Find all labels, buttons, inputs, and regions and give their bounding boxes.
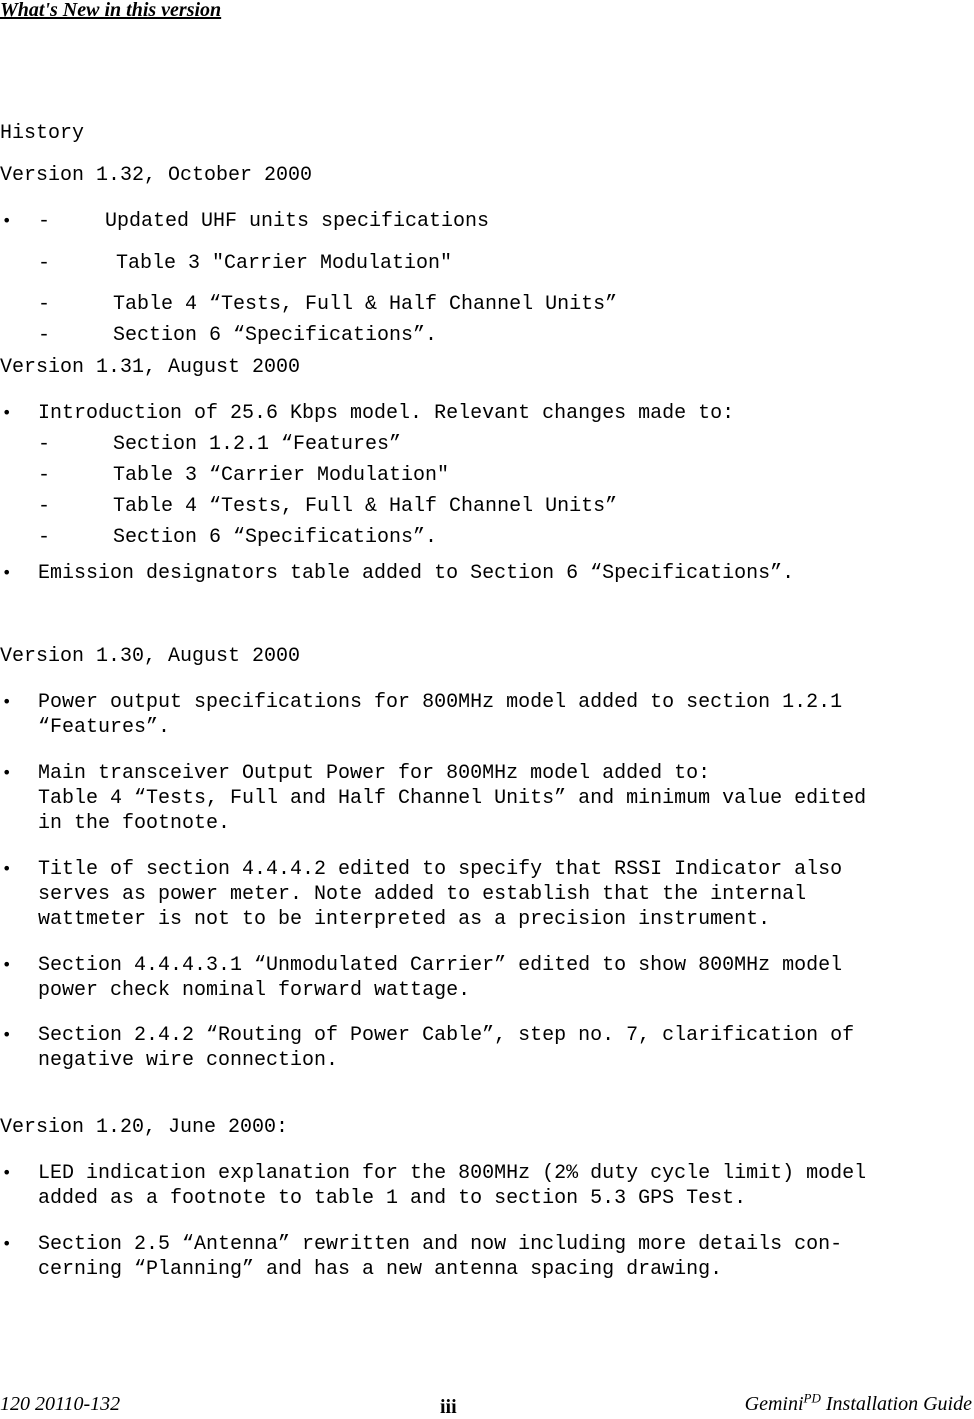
bullet-icon: • [2, 563, 12, 582]
v132-sub-1: Table 3 "Carrier Modulation" [116, 252, 453, 275]
v131-bullet-1: Introduction of 25.6 Kbps model. Relevant changes made to: [38, 402, 735, 425]
v130-b2-l2: Table 4 “Tests, Full and Half Channel Units” and minimum value edited [38, 787, 867, 810]
v131-bullet-2: Emission designators table added to Section 6 “Specifications”. [38, 562, 795, 585]
bullet-icon: • [2, 1234, 12, 1253]
v131-sub-3: Table 4 “Tests, Full & Half Channel Units” [113, 495, 618, 518]
v131-sub-4: Section 6 “Specifications”. [113, 526, 438, 549]
dash-marker: - [38, 464, 51, 487]
bullet-icon: • [2, 763, 12, 782]
v130-b4-l1: Section 4.4.4.3.1 “Unmodulated Carrier” edited to show 800MHz model [38, 954, 843, 977]
dash-marker: - [38, 293, 51, 316]
v130-b4-l2: power check nominal forward wattage. [38, 979, 471, 1002]
dash-marker: - [38, 210, 51, 233]
footer-product-sup: PD [803, 1390, 821, 1406]
dash-marker: - [38, 495, 51, 518]
v130-b1-l2: “Features”. [38, 716, 171, 739]
dash-marker: - [38, 433, 51, 456]
v132-bullet-1: Updated UHF units specifications [105, 210, 490, 233]
page-header-title: What's New in this version [0, 0, 222, 21]
v120-b1-l1: LED indication explanation for the 800MHz (2% duty cycle limit) model [38, 1162, 867, 1185]
bullet-icon: • [2, 1163, 12, 1182]
dash-marker: - [38, 324, 51, 347]
footer-doc-number: 120 20110-132 [0, 1393, 121, 1415]
footer-page-number: iii [440, 1396, 457, 1418]
dash-marker: - [38, 526, 51, 549]
v132-sub-2: Table 4 “Tests, Full & Half Channel Units” [113, 293, 618, 316]
v120-b2-l1: Section 2.5 “Antenna” rewritten and now including more details con- [38, 1233, 843, 1256]
footer-guide-label: Installation Guide [820, 1393, 972, 1415]
version-1-20-heading: Version 1.20, June 2000: [0, 1116, 289, 1139]
bullet-icon: • [2, 403, 12, 422]
v130-b2-l3: in the footnote. [38, 812, 231, 835]
bullet-icon: • [2, 692, 12, 711]
v130-b3-l2: serves as power meter. Note added to establish that the internal [38, 883, 807, 906]
v131-sub-2: Table 3 “Carrier Modulation" [113, 464, 450, 487]
version-1-30-heading: Version 1.30, August 2000 [0, 645, 301, 668]
v132-sub-3: Section 6 “Specifications”. [113, 324, 438, 347]
history-title: History [0, 122, 85, 145]
v130-b3-l1: Title of section 4.4.4.2 edited to specify that RSSI Indicator also [38, 858, 843, 881]
v130-b5-l1: Section 2.4.2 “Routing of Power Cable”, step no. 7, clarification of [38, 1024, 855, 1047]
v130-b5-l2: negative wire connection. [38, 1049, 339, 1072]
bullet-icon: • [2, 211, 12, 230]
version-1-32-heading: Version 1.32, October 2000 [0, 164, 313, 187]
footer-product-name: Gemini [744, 1393, 804, 1415]
version-1-31-heading: Version 1.31, August 2000 [0, 356, 301, 379]
v120-b2-l2: cerning “Planning” and has a new antenna spacing drawing. [38, 1258, 723, 1281]
bullet-icon: • [2, 955, 12, 974]
bullet-icon: • [2, 1025, 12, 1044]
v130-b3-l3: wattmeter is not to be interpreted as a precision instrument. [38, 908, 771, 931]
v130-b1-l1: Power output specifications for 800MHz model added to section 1.2.1 [38, 691, 843, 714]
v130-b2-l1: Main transceiver Output Power for 800MHz model added to: [38, 762, 711, 785]
v120-b1-l2: added as a footnote to table 1 and to section 5.3 GPS Test. [38, 1187, 747, 1210]
v131-sub-1: Section 1.2.1 “Features” [113, 433, 402, 456]
footer-product-title [745, 1392, 972, 1416]
dash-marker: - [38, 252, 51, 275]
bullet-icon: • [2, 859, 12, 878]
